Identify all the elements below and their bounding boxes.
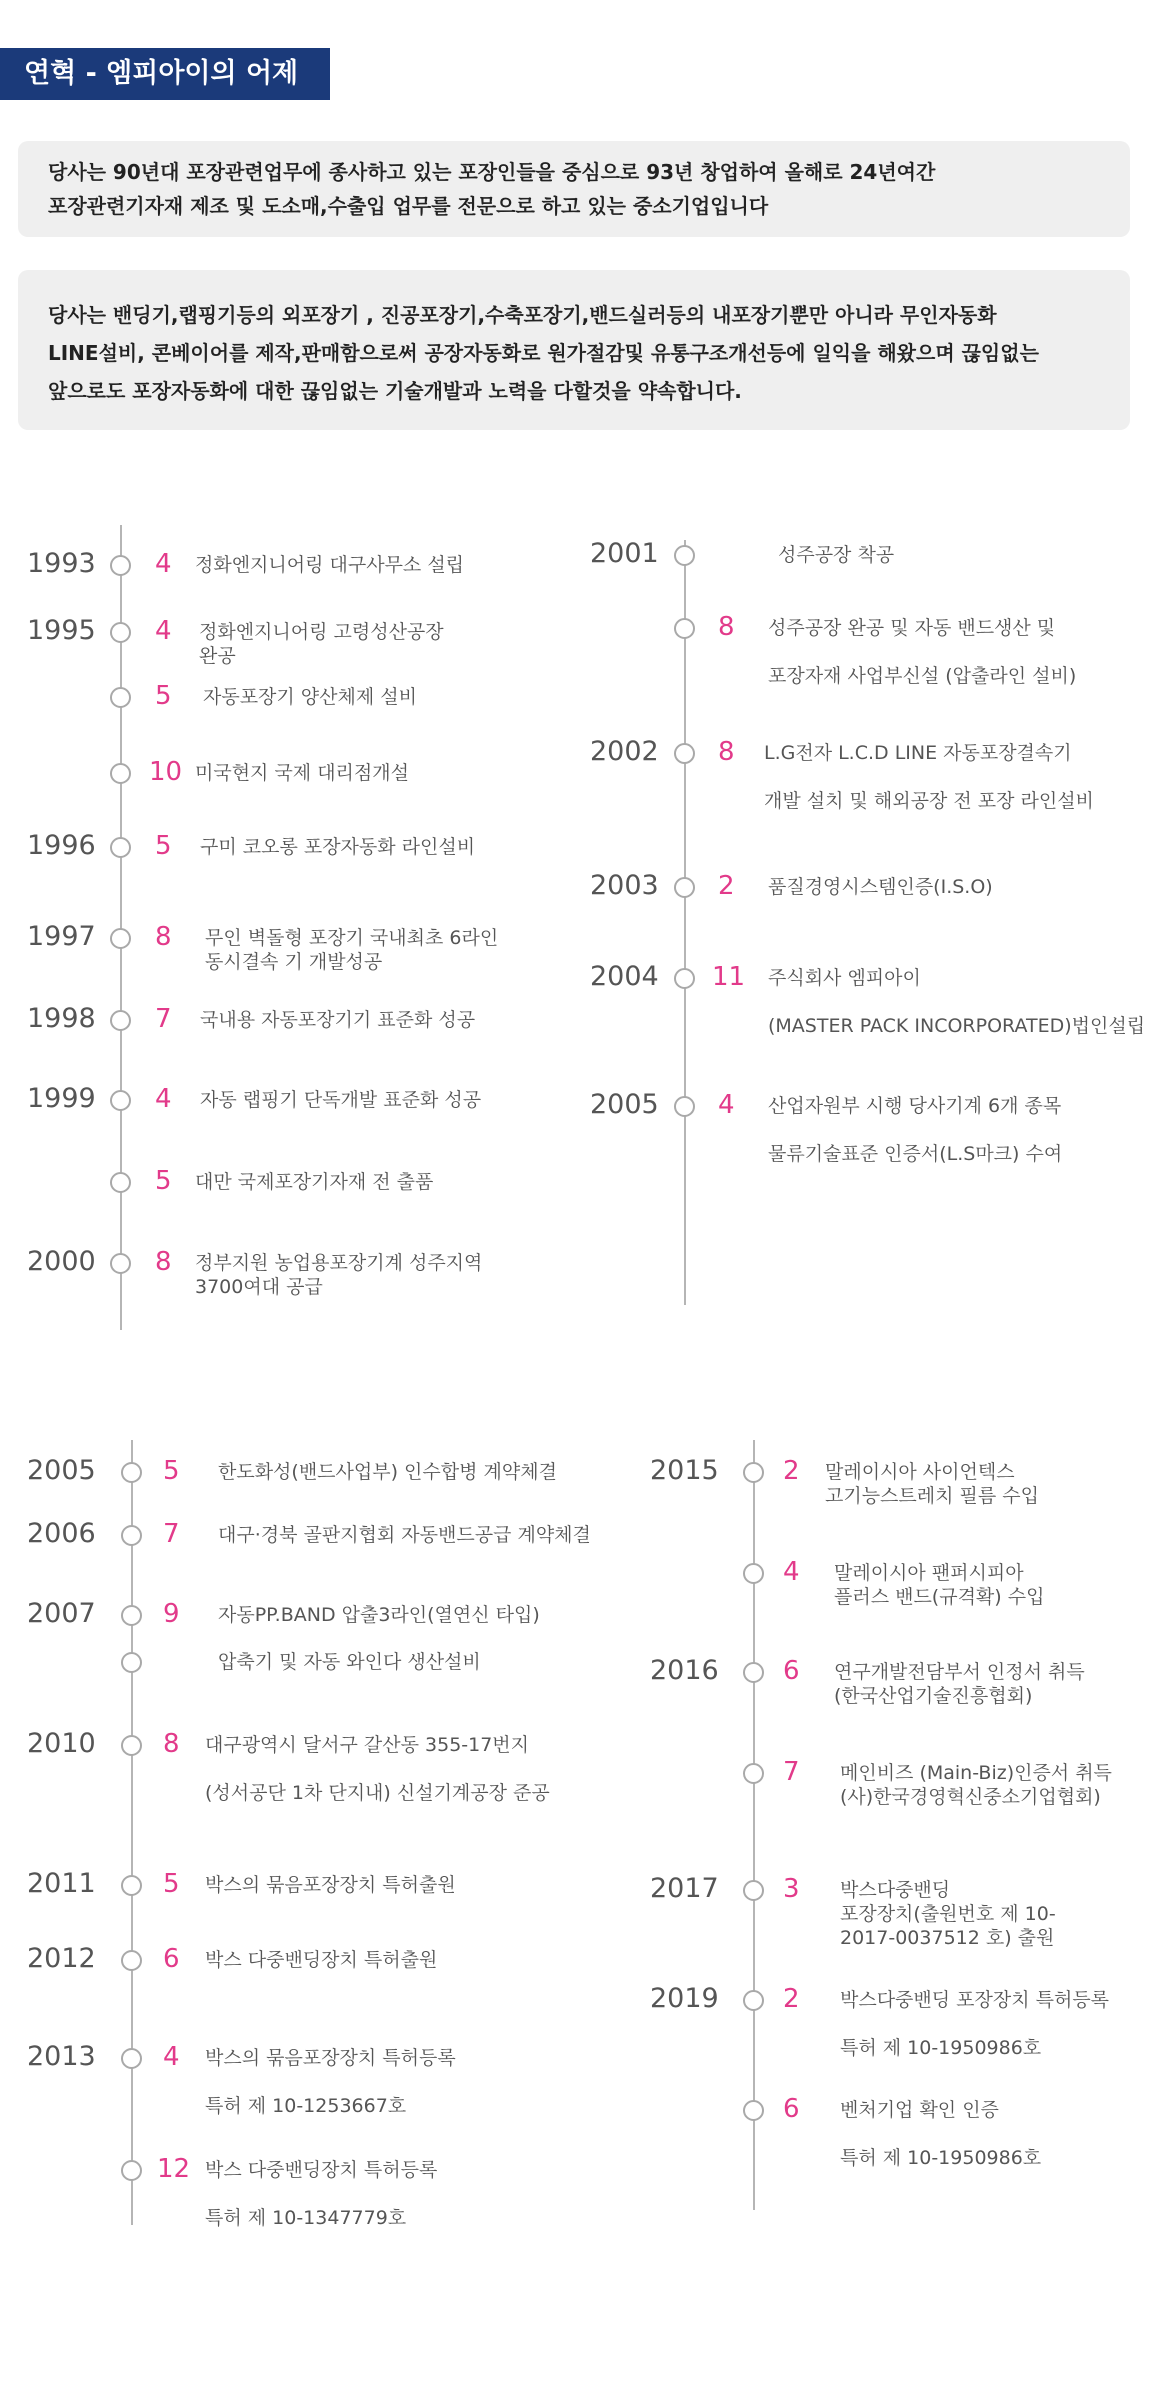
- timeline-year: 1997: [27, 921, 96, 952]
- timeline-month: 8: [163, 1729, 180, 1759]
- timeline-description: 개발 설치 및 해외공장 전 포장 라인설비: [764, 790, 1094, 812]
- timeline-month: 6: [163, 1944, 180, 1974]
- timeline-month: 4: [718, 1090, 735, 1120]
- timeline-node: [674, 618, 695, 639]
- timeline-node: [121, 1950, 142, 1971]
- timeline-description: 자동포장기 양산체제 설비: [203, 686, 417, 708]
- timeline-month: 8: [718, 612, 735, 642]
- timeline-description: 특허 제 10-1950986호: [840, 2037, 1042, 2059]
- timeline-year: 1999: [27, 1083, 96, 1114]
- timeline-description: 압축기 및 자동 와인다 생산설비: [218, 1651, 481, 1673]
- timeline-month: 8: [718, 737, 735, 767]
- timeline-description: 특허 제 10-1950986호: [840, 2147, 1042, 2169]
- timeline-year: 2003: [590, 870, 659, 901]
- timeline-description: 정화엔지니어링 고령성산공장: [199, 621, 444, 643]
- timeline-node: [674, 1096, 695, 1117]
- timeline-description: 포장자재 사업부신설 (압출라인 설비): [768, 665, 1077, 687]
- timeline-year: 2000: [27, 1246, 96, 1277]
- intro-text: 포장관련기자재 제조 및 도소매,수출입 업무를 전문으로 하고 있는 중소기업입니다: [48, 194, 769, 218]
- intro-text: 당사는 90년대 포장관련업무에 종사하고 있는 포장인들을 중심으로 93년 창업하여 올해로 24년여간: [48, 160, 936, 184]
- timeline-month: 5: [163, 1456, 180, 1486]
- timeline-description: 말레이시아 팬퍼시피아: [834, 1562, 1024, 1584]
- timeline-month: 12: [157, 2154, 191, 2184]
- timeline-line: [131, 1440, 133, 2225]
- timeline-year: 2005: [27, 1455, 96, 1486]
- timeline-month: 2: [783, 1984, 800, 2014]
- timeline-month: 8: [155, 922, 172, 952]
- timeline-node: [743, 1763, 764, 1784]
- timeline-description: (성서공단 1차 단지내) 신설기계공장 준공: [205, 1782, 550, 1804]
- timeline-node: [121, 1525, 142, 1546]
- timeline-description: (사)한국경영혁신중소기업협회): [840, 1786, 1101, 1808]
- timeline-node: [743, 2100, 764, 2121]
- timeline-year: 1993: [27, 548, 96, 579]
- timeline-line: [753, 1440, 755, 2210]
- timeline-description: 박스다중밴딩: [840, 1879, 951, 1901]
- intro-text: 앞으로도 포장자동화에 대한 끊임없는 기술개발과 노력을 다할것을 약속합니다.: [48, 379, 742, 403]
- timeline-description: 3700여대 공급: [195, 1276, 323, 1298]
- timeline-year: 1998: [27, 1003, 96, 1034]
- timeline-description: 국내용 자동포장기기 표준화 성공: [200, 1009, 476, 1031]
- timeline-year: 2010: [27, 1728, 96, 1759]
- timeline-description: 박스의 묶음포장장치 특허등록: [205, 2047, 456, 2069]
- timeline-month: 6: [783, 2094, 800, 2124]
- timeline-description: 대구광역시 달서구 갈산동 355-17번지: [205, 1734, 530, 1756]
- timeline-node: [110, 1172, 131, 1193]
- timeline-description: 대만 국제포장기자재 전 출품: [195, 1171, 434, 1193]
- timeline-description: 물류기술표준 인증서(L.S마크) 수여: [768, 1143, 1063, 1165]
- timeline-month: 8: [155, 1247, 172, 1277]
- timeline-month: 7: [163, 1519, 180, 1549]
- timeline-node: [121, 1605, 142, 1626]
- timeline-month: 2: [718, 871, 735, 901]
- timeline-month: 5: [163, 1869, 180, 1899]
- timeline-month: 5: [155, 1166, 172, 1196]
- timeline-year: 2006: [27, 1518, 96, 1549]
- timeline-description: 완공: [199, 645, 236, 667]
- timeline-description: 특허 제 10-1347779호: [205, 2207, 407, 2229]
- timeline-month: 10: [149, 757, 183, 787]
- timeline-description: 박스 다중밴딩장치 특허출원: [205, 1949, 438, 1971]
- timeline-node: [674, 545, 695, 566]
- timeline-description: 박스의 묶음포장장치 특허출원: [205, 1874, 456, 1896]
- timeline-month: 11: [712, 962, 746, 992]
- timeline-node: [121, 1462, 142, 1483]
- timeline-description: 한도화성(밴드사업부) 인수합병 계약체결: [218, 1461, 557, 1483]
- timeline-description: 박스 다중밴딩장치 특허등록: [205, 2159, 438, 2181]
- timeline-description: (MASTER PACK INCORPORATED)법인설립: [768, 1015, 1146, 1037]
- timeline-node: [110, 837, 131, 858]
- timeline-description: 메인비즈 (Main-Biz)인증서 취득: [840, 1762, 1112, 1784]
- timeline-year: 2005: [590, 1089, 659, 1120]
- timeline-description: 구미 코오롱 포장자동화 라인설비: [200, 836, 476, 858]
- timeline-month: 4: [155, 616, 172, 646]
- timeline-description: 성주공장 완공 및 자동 밴드생산 및: [768, 617, 1056, 639]
- timeline-node: [674, 743, 695, 764]
- timeline-description: 고기능스트레치 필름 수입: [825, 1485, 1039, 1507]
- timeline-description: 박스다중밴딩 포장장치 특허등록: [840, 1989, 1110, 2011]
- timeline-node: [110, 1010, 131, 1031]
- timeline-node: [110, 555, 131, 576]
- timeline-year: 2007: [27, 1598, 96, 1629]
- timeline-description: 플러스 밴드(규격확) 수입: [834, 1586, 1045, 1608]
- timeline-month: 3: [783, 1874, 800, 1904]
- timeline-month: 5: [155, 831, 172, 861]
- timeline-node: [110, 1253, 131, 1274]
- timeline-description: L.G전자 L.C.D LINE 자동포장결속기: [764, 742, 1072, 764]
- timeline-description: 대구·경북 골판지협회 자동밴드공급 계약체결: [218, 1524, 591, 1546]
- timeline-year: 2011: [27, 1868, 96, 1899]
- timeline-month: 2: [783, 1456, 800, 1486]
- timeline-node: [110, 622, 131, 643]
- timeline-month: 6: [783, 1656, 800, 1686]
- timeline-description: 동시결속 기 개발성공: [205, 951, 383, 973]
- timeline-description: 미국현지 국제 대리점개설: [195, 762, 409, 784]
- timeline-year: 2015: [650, 1455, 719, 1486]
- timeline-month: 7: [155, 1004, 172, 1034]
- timeline-description: 2017-0037512 호) 출원: [840, 1927, 1055, 1949]
- timeline-description: 산업자원부 시행 당사기계 6개 종목: [768, 1095, 1062, 1117]
- timeline-node: [743, 1662, 764, 1683]
- page-title: 연혁 - 엠피아이의 어제: [0, 48, 330, 100]
- timeline-month: 4: [155, 1084, 172, 1114]
- timeline-description: 연구개발전담부서 인정서 취득: [834, 1661, 1085, 1683]
- timeline-year: 2017: [650, 1873, 719, 1904]
- timeline-node: [743, 1563, 764, 1584]
- timeline-year: 2002: [590, 736, 659, 767]
- timeline-description: 성주공장 착공: [778, 544, 895, 566]
- timeline-description: 품질경영시스템인증(I.S.O): [768, 876, 993, 898]
- timeline-year: 1996: [27, 830, 96, 861]
- timeline-node: [121, 1652, 142, 1673]
- timeline-node: [110, 1090, 131, 1111]
- timeline-year: 2013: [27, 2041, 96, 2072]
- timeline-year: 2012: [27, 1943, 96, 1974]
- timeline-month: 7: [783, 1757, 800, 1787]
- timeline-description: 자동 랩핑기 단독개발 표준화 성공: [200, 1089, 482, 1111]
- timeline-description: 정부지원 농업용포장기계 성주지역: [195, 1252, 483, 1274]
- timeline-description: 정화엔지니어링 대구사무소 설립: [195, 554, 465, 576]
- timeline-description: 말레이시아 사이언텍스: [825, 1461, 1015, 1483]
- timeline-node: [743, 1990, 764, 2011]
- timeline-description: 자동PP.BAND 압출3라인(열연신 타입): [218, 1604, 540, 1626]
- timeline-year: 2001: [590, 538, 659, 569]
- timeline-month: 4: [163, 2042, 180, 2072]
- timeline-node: [674, 877, 695, 898]
- timeline-line: [684, 540, 686, 1305]
- timeline-node: [674, 968, 695, 989]
- intro-text: LINE설비, 콘베이어를 제작,판매함으로써 공장자동화로 원가절감및 유통구조개선등에 일익을 해왔으며 끊임없는: [48, 341, 1039, 365]
- timeline-month: 4: [783, 1557, 800, 1587]
- timeline-node: [110, 687, 131, 708]
- timeline-description: 벤처기업 확인 인증: [840, 2099, 999, 2121]
- timeline-node: [743, 1880, 764, 1901]
- timeline-node: [121, 1875, 142, 1896]
- timeline-year: 2019: [650, 1983, 719, 2014]
- timeline-description: 주식회사 엠피아이: [768, 967, 921, 989]
- timeline-month: 5: [155, 681, 172, 711]
- timeline-description: (한국산업기술진흥협회): [834, 1685, 1033, 1707]
- timeline-node: [121, 2048, 142, 2069]
- timeline-description: 특허 제 10-1253667호: [205, 2095, 407, 2117]
- timeline-node: [121, 1735, 142, 1756]
- timeline-node: [743, 1462, 764, 1483]
- timeline-year: 1995: [27, 615, 96, 646]
- timeline-node: [110, 763, 131, 784]
- intro-text: 당사는 밴딩기,랩핑기등의 외포장기 , 진공포장기,수축포장기,밴드실러등의 내포장기뿐만 아니라 무인자동화: [48, 303, 997, 327]
- timeline-year: 2004: [590, 961, 659, 992]
- timeline-month: 4: [155, 549, 172, 579]
- timeline-description: 무인 벽돌형 포장기 국내최초 6라인: [205, 927, 499, 949]
- timeline-year: 2016: [650, 1655, 719, 1686]
- timeline-description: 포장장치(출원번호 제 10-: [840, 1903, 1056, 1925]
- timeline-node: [121, 2160, 142, 2181]
- timeline-month: 9: [163, 1599, 180, 1629]
- timeline-node: [110, 928, 131, 949]
